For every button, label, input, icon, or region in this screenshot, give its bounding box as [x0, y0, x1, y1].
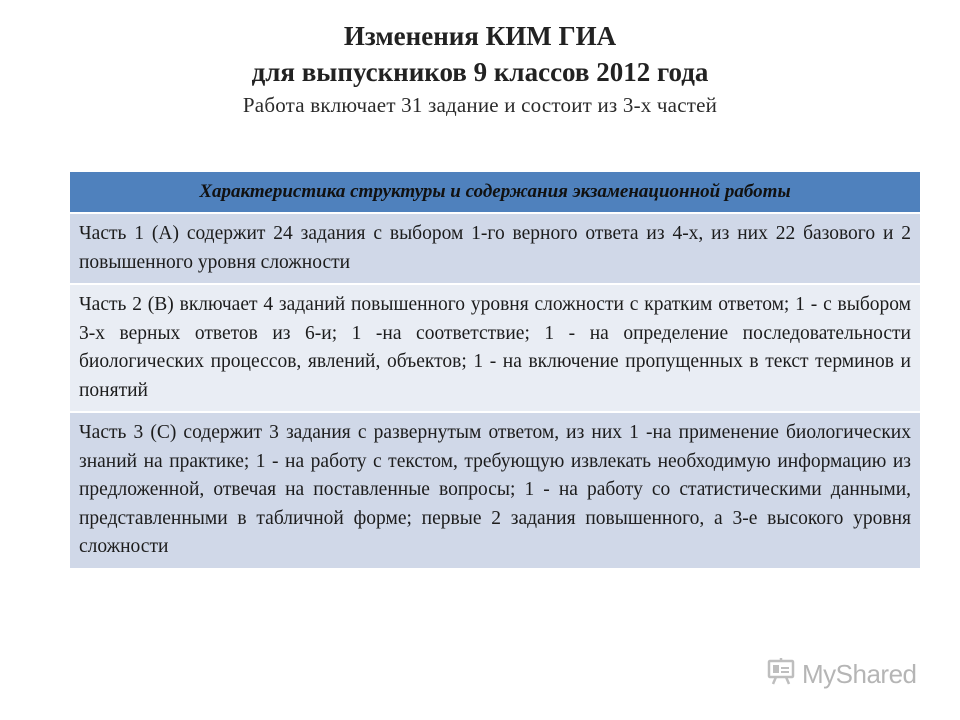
table-row-part-3: Часть 3 (С) содержит 3 задания с развернутым ответом, из них 1 -на применение биологических знаний на практике; 1 - на работу с текстом, требующую извлекать необходимую информацию из предложенной, отвечая на поставленные вопросы; 1 - на работу со статистическими данными, представленными в табличной форме; первые 2 задания повышенного, а 3-е высокого уровня сложности [70, 411, 920, 568]
slide-header [0, 18, 960, 120]
table-row-part-1: Часть 1 (А) содержит 24 задания с выбором 1-го верного ответа из 4-х, из них 22 базового и 2 повышенного уровня сложности [70, 212, 920, 283]
watermark-logo [766, 656, 926, 692]
slide-title-line-1: Изменения КИМ ГИА [343, 21, 617, 51]
watermark-text: MyShared [802, 658, 917, 689]
exam-structure-table [70, 172, 920, 568]
slide-subtitle: Работа включает 31 задание и состоит из 3-х частей [242, 93, 718, 117]
slide-title-line-2: для выпускников 9 классов 2012 года [251, 57, 709, 87]
presentation-board-icon [766, 657, 796, 692]
table-heading: Характеристика структуры и содержания экзаменационной работы [70, 172, 920, 212]
table-row-part-2: Часть 2 (В) включает 4 заданий повышенного уровня сложности с кратким ответом; 1 - с выбором 3-х верных ответов из 6-и; 1 -на соответствие; 1 - на определение последовательности биологических процессов, явлений, объектов; 1 - на включение пропущенных в текст терминов и понятий [70, 283, 920, 411]
